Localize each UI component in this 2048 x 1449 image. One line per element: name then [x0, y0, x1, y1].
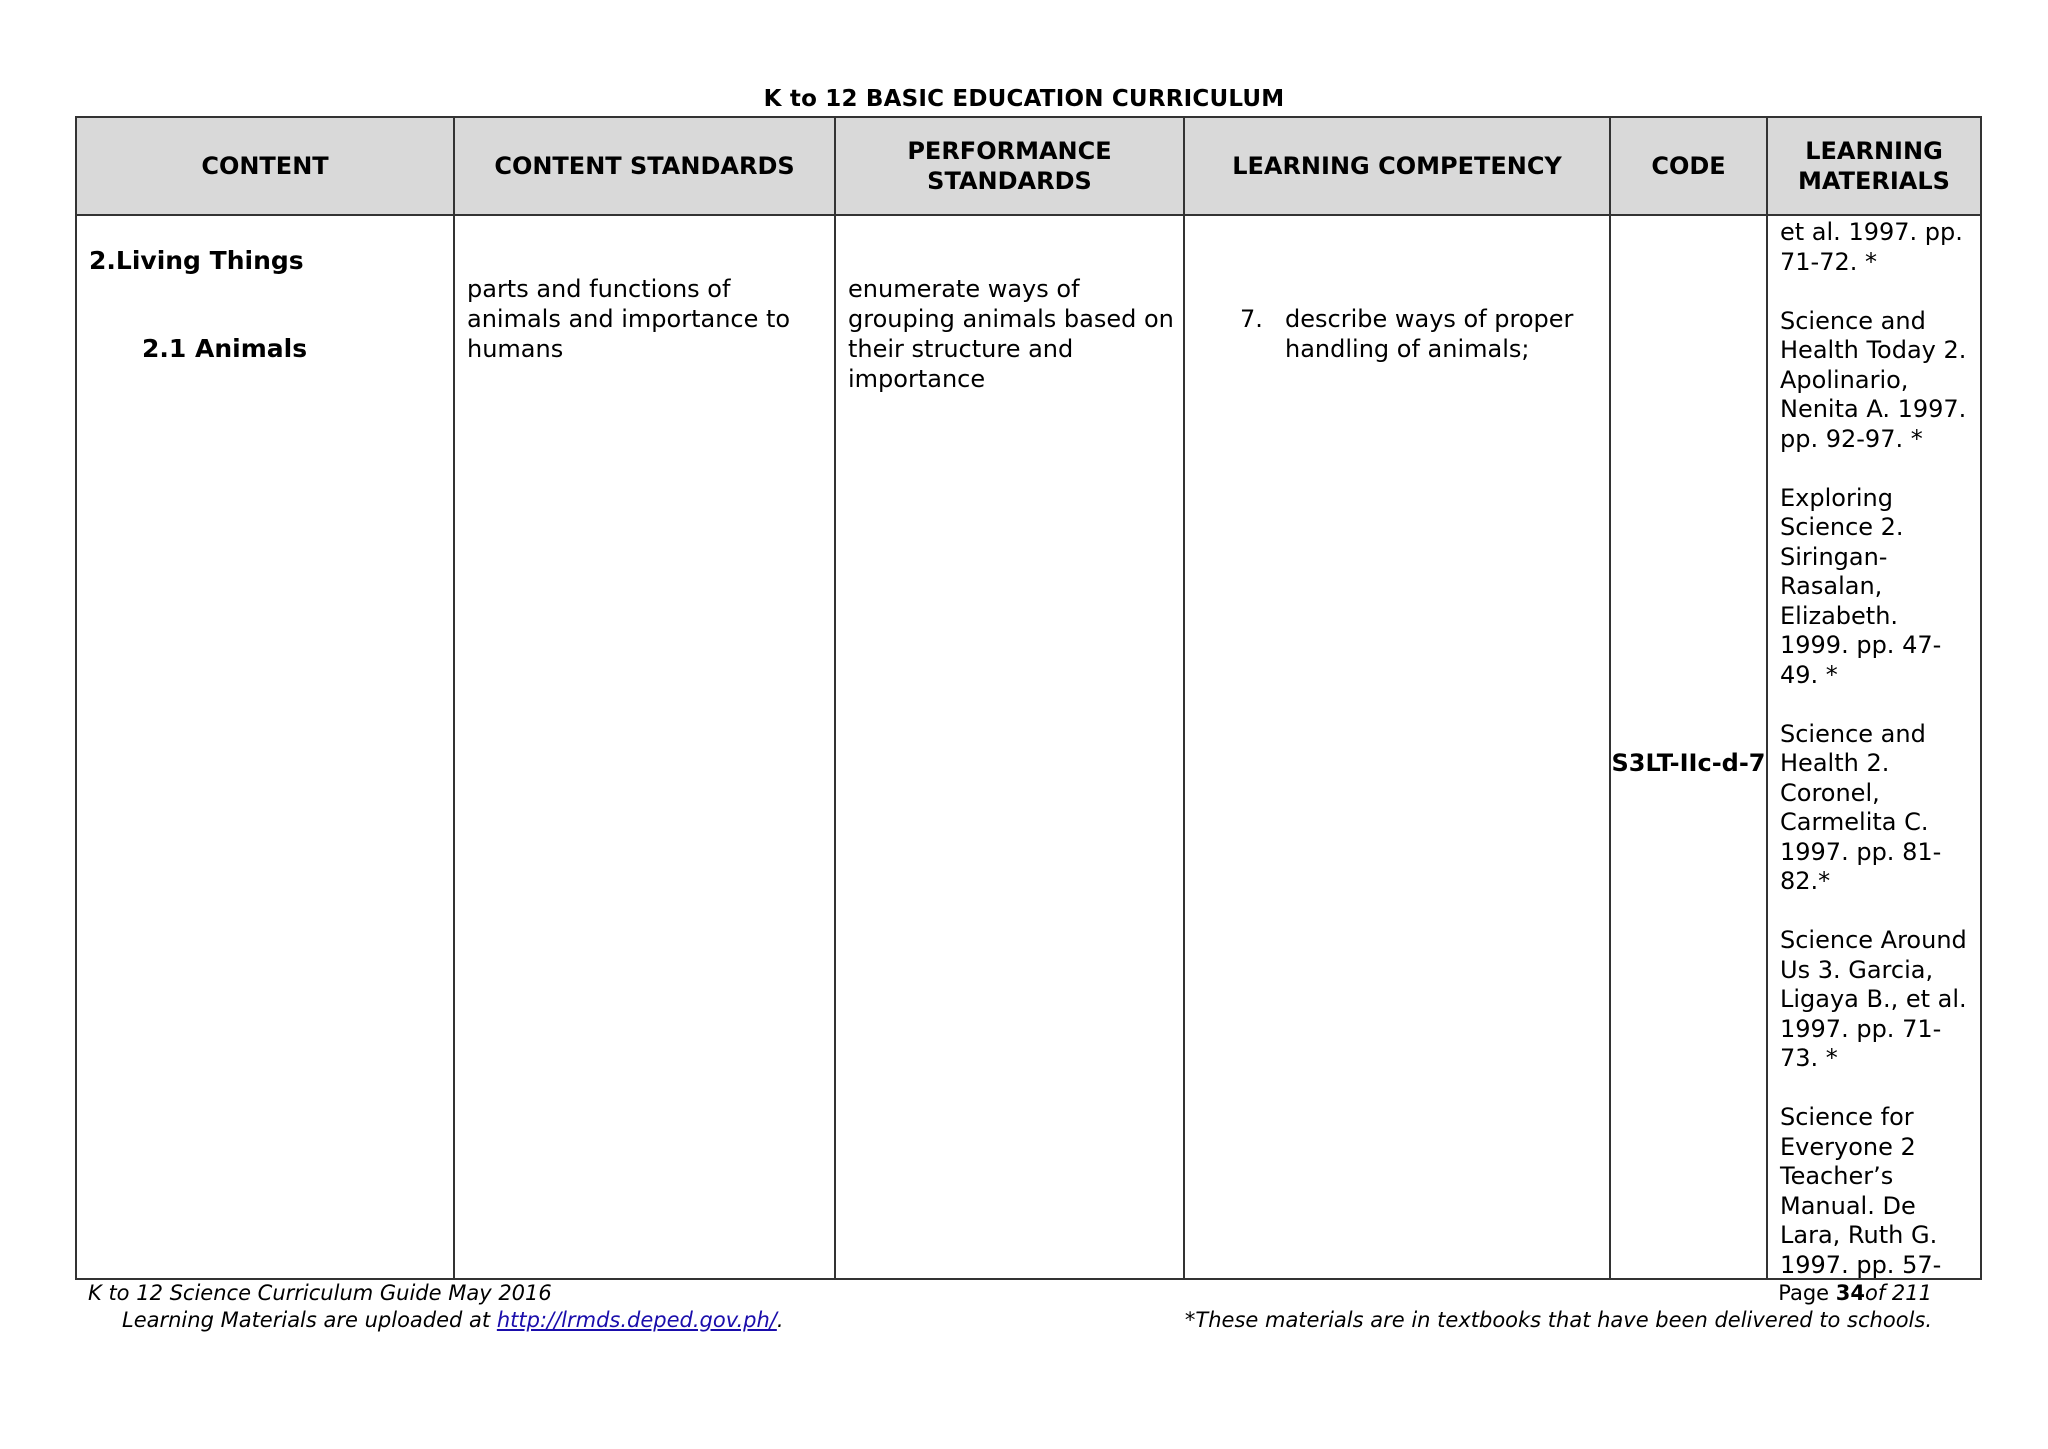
header-content: CONTENT [76, 117, 454, 215]
performance-standards-text: enumerate ways of grouping animals based on their structure and importance [848, 275, 1174, 393]
material-entry: Exploring Science 2. Siringan-Rasalan, Elizabeth. 1999. pp. 47-49. * [1780, 483, 1942, 689]
document-title: K to 12 BASIC EDUCATION CURRICULUM [763, 86, 1285, 112]
material-entry: Science and Health 2. Coronel, Carmelita C. 1997. pp. 81-82.* [1780, 719, 1942, 895]
content-standards-cell [454, 215, 835, 1279]
footer-textbook-note: *These materials are in textbooks that have been delivered to schools. [1184, 1308, 1932, 1332]
content-standards-text: parts and functions of animals and importance to humans [467, 275, 791, 363]
footer-upload-prefix: Learning Materials are uploaded at [122, 1308, 497, 1332]
table-row [76, 215, 1981, 1279]
material-entry: Science and Health Today 2. Apolinario, Nenita A. 1997. pp. 92-97. * [1780, 306, 1967, 453]
header-learning-competency: LEARNING COMPETENCY [1184, 117, 1610, 215]
header-performance-standards: PERFORMANCE STANDARDS [835, 117, 1184, 215]
page-label: Page [1778, 1281, 1836, 1305]
content-cell [76, 215, 454, 1279]
header-content-standards: CONTENT STANDARDS [454, 117, 835, 215]
footer-upload-suffix: . [776, 1308, 784, 1332]
competency-item [1240, 304, 1601, 364]
header-code: CODE [1610, 117, 1767, 215]
performance-standards-cell [835, 215, 1184, 1279]
learning-materials-cell [1767, 215, 1981, 1279]
page-total: of 211 [1865, 1281, 1932, 1305]
competency-code: S3LT-IIc-d-7 [1611, 749, 1766, 777]
code-cell [1610, 215, 1767, 1279]
lrmds-link[interactable]: http://lrmds.deped.gov.ph/ [496, 1308, 777, 1332]
page-indicator [1778, 1281, 1932, 1305]
material-entry: et al. 1997. pp. 71-72. * [1780, 218, 1963, 276]
competency-number: 7. [1240, 305, 1263, 333]
table-header-row [76, 117, 1981, 215]
curriculum-table [75, 116, 1982, 1280]
footer-upload-note [122, 1308, 784, 1332]
competency-text: describe ways of proper handling of animals; [1285, 305, 1574, 363]
content-topic: 2.Living Things [89, 246, 304, 275]
learning-competency-cell [1184, 215, 1610, 1279]
content-subtopic: 2.1 Animals [142, 334, 308, 363]
footer-guide-title: K to 12 Science Curriculum Guide May 2016 [88, 1281, 552, 1305]
header-learning-materials: LEARNING MATERIALS [1767, 117, 1981, 215]
page-number: 34 [1835, 1281, 1865, 1305]
materials-list [1780, 218, 1974, 1278]
material-entry: Science for Everyone 2 Teacher’s Manual. De Lara, Ruth G. 1997. pp. 57- [1780, 1103, 1942, 1278]
material-entry: Science Around Us 3. Garcia, Ligaya B., et al. 1997. pp. 71-73. * [1780, 926, 1967, 1072]
